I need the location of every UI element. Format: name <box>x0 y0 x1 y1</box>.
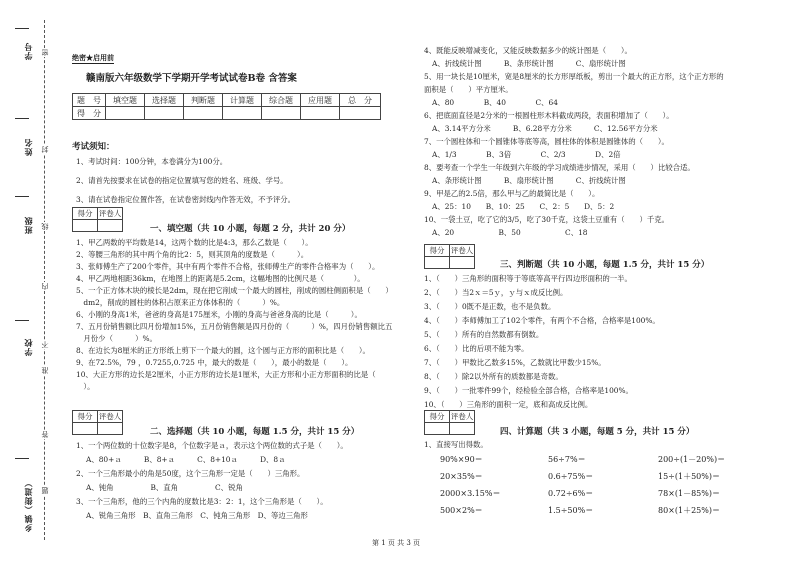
seal-char: 密 <box>41 49 49 56</box>
calc-item: 500×2%＝ <box>440 506 483 515</box>
seal-char: 不 <box>41 341 49 348</box>
question-line: 9、（ ）一批零件99个，经检验全部合格，合格率是100%。 <box>424 386 633 395</box>
section-title: 三、判断题（共 10 小题，每题 1.5 分，共计 15 分） <box>500 260 710 270</box>
calc-item: 2000×3.15%＝ <box>440 489 501 498</box>
score-cell[interactable] <box>301 107 340 120</box>
calc-item: 90%×90＝ <box>440 455 483 464</box>
answer-options: A、锐角三角形 B、直角三角形 C、钝角三角形 D、等边三角形 <box>86 511 308 520</box>
calc-item: 20×35%＝ <box>440 472 483 481</box>
grader-reviewer-label: 评卷人 <box>98 209 122 218</box>
question-line: 9、甲是乙的2.5倍，那么甲与乙的最简比是（ ）。 <box>424 189 600 198</box>
question-line: 7、一个圆柱体和一个圆锥体等底等高，圆柱体的体积是圆锥体的（ ）。 <box>424 137 669 146</box>
field-line <box>15 320 29 321</box>
score-table <box>72 93 381 120</box>
section-title: 二、选择题（共 10 小题，每题 1.5 分，共计 15 分） <box>150 427 360 437</box>
answer-options: A、钝角 B、直角 C、锐角 <box>86 483 243 492</box>
seal-char: 题 <box>41 487 49 494</box>
grader-score-cell[interactable] <box>73 423 98 435</box>
answer-options: A、80+ａ B、8+ａ C、8+10ａ D、8ａ <box>86 455 286 464</box>
table-header-cell: 填空题 <box>106 94 145 107</box>
calc-item: 0.6÷75%＝ <box>548 472 594 481</box>
grader-reviewer-cell[interactable] <box>450 423 475 435</box>
grader-score-cell[interactable] <box>425 257 450 269</box>
question-line: 2、一个三角形最小的角是50度，这个三角形一定是（ ）三角形。 <box>76 469 305 478</box>
seal-char: 封 <box>41 146 49 153</box>
grader-reviewer-cell[interactable] <box>98 423 123 435</box>
score-cell[interactable] <box>145 107 184 120</box>
table-header-cell: 综合题 <box>262 94 301 107</box>
seal-line <box>44 20 45 540</box>
section-title: 四、计算题（共 3 小题，每题 5 分，共计 15 分） <box>500 427 695 437</box>
calc-item: 56÷7%＝ <box>548 455 586 464</box>
page-title: 赣南版六年级数学下学期开学考试试卷B卷 含答案 <box>86 73 297 84</box>
seal-char: 内 <box>41 283 49 290</box>
field-line <box>15 196 29 197</box>
question-line: 2、等腰三角形的其中两个角的比2：5，则其顶角的度数是（ ）。 <box>76 250 309 259</box>
secret-label: 绝密★启用前 <box>72 53 114 62</box>
question-line: 3、一个三角形，他的三个内角的度数比是3：2：1，这个三角形是（ ）。 <box>76 497 328 506</box>
calc-item: 200÷(1－20%)＝ <box>658 455 726 464</box>
grader-score-label: 得分 <box>425 411 450 423</box>
calc-item: 1.5÷50%＝ <box>548 506 594 515</box>
notice-item: 3、请在试卷指定位置作答，在试卷密封线内作答无效，不予评分。 <box>76 195 296 204</box>
student-id-label: 学号 <box>23 42 33 60</box>
calc-item: 78×(1－85%)＝ <box>658 489 720 498</box>
field-line <box>15 458 29 459</box>
question-line: 6、小刚的身高1米，爸爸的身高是175厘米，小刚的身高与爸爸身高的比是（ ）。 <box>76 310 362 319</box>
calc-item: 80×(1＋25%)＝ <box>658 506 720 515</box>
grader-score-label: 得分 <box>425 245 450 257</box>
grader-score-cell[interactable] <box>73 220 98 232</box>
question-line: 9、在72.5%，79 ，0.7255,0.725 中，最大的数是（ ），最小的数是（ ）。 <box>76 358 353 367</box>
question-line: 1、一个两位数的十位数字是8，个位数字是ａ，表示这个两位数的式子是（ ）。 <box>76 441 348 450</box>
score-cell[interactable] <box>106 107 145 120</box>
grader-score-label: 得分 <box>73 411 98 423</box>
answer-options: A、3.14平方分米 B、6.28平方分米 C、12.56平方分米 <box>432 124 658 133</box>
table-header-cell: 总 分 <box>340 94 381 107</box>
section-title: 一、填空题（共 10 小题，每题 2 分，共计 20 分） <box>150 224 351 234</box>
answer-options: A、20 B、50 C、18 <box>432 228 588 237</box>
calc-item: 0.72÷6%＝ <box>548 489 594 498</box>
score-cell[interactable] <box>340 107 381 120</box>
score-cell[interactable] <box>223 107 262 120</box>
question-line: 8、（ ）除2以外所有的质数都是奇数。 <box>424 372 563 381</box>
notice-title: 考试须知： <box>72 142 115 152</box>
question-line: dm2，削成的圆柱的体积占原来正方体体积的（ ）%。 <box>76 298 285 307</box>
question-line: 8、在边长为8厘米的正方形纸上剪下一个最大的圆，这个圆与正方形的面积比是（ ）。 <box>76 346 370 355</box>
grader-box <box>424 244 475 269</box>
binding-strip <box>0 0 62 565</box>
grader-reviewer-cell[interactable] <box>450 257 475 269</box>
question-line: 7、五月份销售额比四月份增加15%，五月份销售额是四月份的（ ）%，四月份销售额比五 <box>76 322 393 331</box>
question-line: 2、（ ）当2ｘ＝5ｙ，ｙ与ｘ成反比例。 <box>424 288 568 297</box>
question-line: 3、（ ）0既不是正数，也不是负数。 <box>424 302 556 311</box>
name-label: 姓名 <box>23 138 33 156</box>
table-row <box>73 107 381 120</box>
answer-options: A、80 B、40 C、64 <box>432 98 558 107</box>
question-line: 8、要考查一个学生一年级到六年级的学习成绩进步情况，采用（ ）比较合适。 <box>424 163 695 172</box>
answer-options: A、折线统计图 B、条形统计图 C、扇形统计图 <box>432 59 626 68</box>
grader-box <box>424 410 475 435</box>
table-header-cell: 题 号 <box>73 94 106 107</box>
grader-score-label: 得分 <box>73 208 98 220</box>
answer-options: A、条形统计图 B、扇形统计图 C、折线统计图 <box>432 176 626 185</box>
question-line: 10、（ ）三角形的面积一定，底和高成反比例。 <box>424 400 593 409</box>
grader-box <box>72 207 123 232</box>
question-line: 6、把底面直径是2分米的一根圆柱形木料截成两段，表面积增加了（ ）。 <box>424 111 674 120</box>
table-header-cell: 判断题 <box>184 94 223 107</box>
notice-item: 1、考试时间：100分钟，本卷满分为100分。 <box>76 157 228 166</box>
question-line: 面积是（ ）平方厘米。 <box>424 85 513 94</box>
seal-char: 线 <box>41 223 49 230</box>
question-line: 5、一个正方体木块的棱长是2dm，现在把它削成一个最大的圆柱，削成的圆柱侧面积是（ ） <box>76 286 393 295</box>
question-line: 4、（ ）李师傅加工了102个零件，有两个不合格，合格率是100%。 <box>424 316 660 325</box>
score-cell[interactable] <box>262 107 301 120</box>
question-line: 4、甲乙两地相距36km，在地图上的距离是5.2cm，这幅地图的比例尺是（ ）。 <box>76 274 365 283</box>
question-line: 月份少（ ）%。 <box>76 334 157 343</box>
answer-options: A、25：10 B、10：25 C、2：5 D、5：2 <box>432 202 615 211</box>
score-cell[interactable] <box>184 107 223 120</box>
table-row <box>73 94 381 107</box>
question-line: 4、既能反映增减变化，又能反映数据多少的统计图是（ ）。 <box>424 46 632 55</box>
question-line: 1、甲乙两数的平均数是14，这两个数的比是4:3，那么乙数是（ ）。 <box>76 238 313 247</box>
table-header-cell: 应用题 <box>301 94 340 107</box>
field-line <box>15 118 29 119</box>
question-line: 1、直接写出得数。 <box>424 440 488 449</box>
page-footer: 第 1 页 共 3 页 <box>372 539 421 547</box>
grader-reviewer-label: 评卷人 <box>450 412 474 421</box>
field-line <box>15 28 29 29</box>
question-line: 5、（ ）所有的自然数都有倒数。 <box>424 330 544 339</box>
grader-reviewer-label: 评卷人 <box>98 412 122 421</box>
answer-options: A、1/3 B、3倍 C、2/3 D、2倍 <box>432 150 621 159</box>
seal-char: 准 <box>41 367 49 374</box>
table-header-cell: 选择题 <box>145 94 184 107</box>
seal-char: 答 <box>41 431 49 438</box>
town-label: 乡镇（街道） <box>23 478 33 532</box>
question-line: 5、用一块长是10厘米，宽是8厘米的长方形厚纸板，剪出一个最大的正方形，这个正方形的 <box>424 72 724 81</box>
question-line: 3、张师傅生产了200个零件，其中有两个零件不合格，张师傅生产的零件合格率为（ ）。 <box>76 262 380 271</box>
question-line: 6、（ ）比的后项不能为零。 <box>424 344 529 353</box>
grader-reviewer-cell[interactable] <box>98 220 123 232</box>
question-line: ）。 <box>76 382 95 391</box>
grader-reviewer-label: 评卷人 <box>450 246 474 255</box>
table-header-cell: 计算题 <box>223 94 262 107</box>
question-line: 7、（ ）甲数比乙数多15%，乙数就比甲数少15%。 <box>424 358 606 367</box>
notice-item: 2、请首先按要求在试卷的指定位置填写您的姓名、班级、学号。 <box>76 176 288 185</box>
question-line: 10、大正方形的边长是2厘米，小正方形的边长是1厘米，大正方形和小正方形面积的比是（ <box>76 370 391 379</box>
school-label: 学校 <box>23 338 33 356</box>
class-label: 班级 <box>23 216 33 234</box>
calc-item: 15÷(1＋50%)＝ <box>658 472 720 481</box>
table-row-label: 得 分 <box>73 107 106 120</box>
question-line: 1、（ ）三角形的面积等于等底等高平行四边形面积的一半。 <box>424 274 632 283</box>
question-line: 10、一袋土豆，吃了它的3/5，吃了30千克，这袋土豆重有（ ）千克。 <box>424 215 670 224</box>
grader-box <box>72 410 123 435</box>
grader-score-cell[interactable] <box>425 423 450 435</box>
